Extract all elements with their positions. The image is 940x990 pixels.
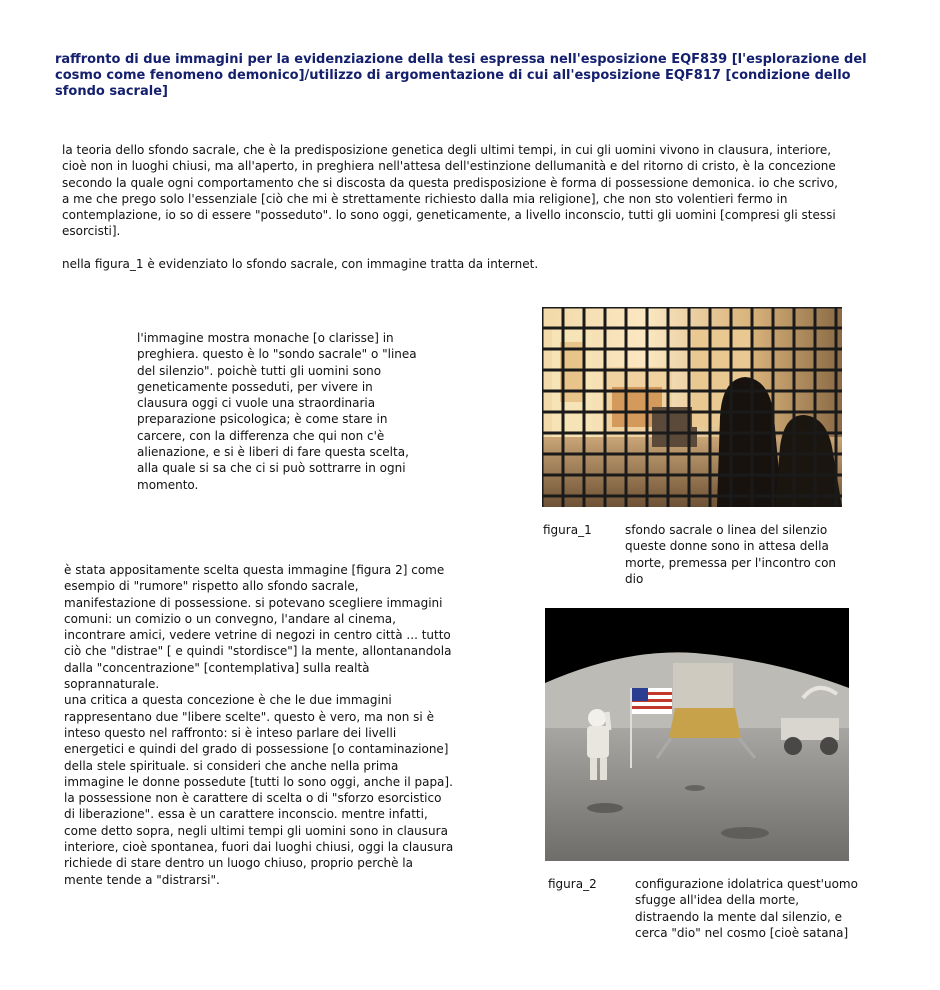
figure2-text bbox=[64, 562, 454, 888]
intro-paragraph-2: nella figura_1 è evidenziato lo sfondo sacrale, con immagine tratta da internet. bbox=[62, 256, 539, 271]
figure2-text-part-2: una critica a questa concezione è che le due immagini rappresentano due "libere scelte". questo è vero, ma non si è inteso questo nel raffronto: si è inteso parlare dei livelli energetici e quindi del grado di possessione [o contaminazione] della stele spirituale. si consideri che anche nella prima immagine le donne possedute [tutti lo sono oggi, anche il papa]. la possessione non è carattere di scelta o di "sforzo esorcistico di liberazione". essa è un carattere inconscio. mentre infatti, come detto sopra, negli ultimi tempi gli uomini sono in clausura interiore, cioè spontanea, fuori dai luoghi chiusi, oggi la clausura richiede di stare dentro un luogo chiuso, proprio perchè la mente tende a "distrarsi". bbox=[64, 693, 454, 887]
intro-paragraph-1: la teoria dello sfondo sacrale, che è la predisposizione genetica degli ultimi tempi, in cui gli uomini vivono in clausura, interiore, cioè non in luoghi chiusi, ma all'aperto, in preghiera nell'attesa dell'estinzione dellumanità e del ritorno di cristo, è la concezione secondo la quale ogni comportamento che si discosta da questa predisposizione è forma di possessione demonica. io che scrivo, a me che prego solo l'essenziale [ciò che mi è strettamente richiesto dalla mia religione], che non sto volentieri fermo in contemplazione, io so di essere "posseduto". lo sono oggi, geneticamente, a livello inconscio, tutti gli uomini [compresi gli stessi esorcisti]. bbox=[62, 143, 838, 239]
figure1-description: l'immagine mostra monache [o clarisse] in preghiera. questo è lo "sondo sacrale" o "linea del silenzio". poichè tutti gli uomini sono geneticamente posseduti, per vivere in clausura oggi ci vuole una straordinaria preparazione psicologica; è come stare in carcere, con la differenza che qui non c'è alienazione, e si è liberi di fare questa scelta, alla quale si sa che ci si può sottrarre in ogni momento. bbox=[137, 331, 417, 492]
figure2-image bbox=[545, 608, 849, 861]
figure2-text-part-1: è stata appositamente scelta questa immagine [figura 2] come esempio di "rumore" rispetto allo sfondo sacrale, manifestazione di possessione. si potevano scegliere immagini comuni: un comizio o un convegno, l'andare al cinema, incontrare amici, vedere vetrine di negozi in centro città ... tutto ciò che "distrae" [ e quindi "stordisce"] la mente, allontanandola dalla "concentrazione" [contemplativa] sulla realtà soprannaturale. bbox=[64, 563, 452, 692]
figure2-label: figura_2 bbox=[548, 877, 597, 891]
figure2-caption: configurazione idolatrica quest'uomo sfugge all'idea della morte, distraendo la mente dal silenzio, e cerca "dio" nel cosmo [cioè satana] bbox=[635, 877, 858, 940]
figure1-caption: sfondo sacrale o linea del silenzio queste donne sono in attesa della morte, premessa per l'incontro con dio bbox=[625, 523, 837, 586]
intro-section bbox=[62, 142, 842, 272]
figure1-image bbox=[542, 307, 842, 507]
figure1-label: figura_1 bbox=[543, 523, 592, 537]
page-title: raffronto di due immagini per la evidenziazione della tesi espressa nell'esposizione EQF839 [l'esplorazione del cosmo come fenomeno demonico]/utilizzo di argomentazione di cui all'esposizione EQF817 [condizione dello sfondo sacrale] bbox=[55, 52, 867, 99]
